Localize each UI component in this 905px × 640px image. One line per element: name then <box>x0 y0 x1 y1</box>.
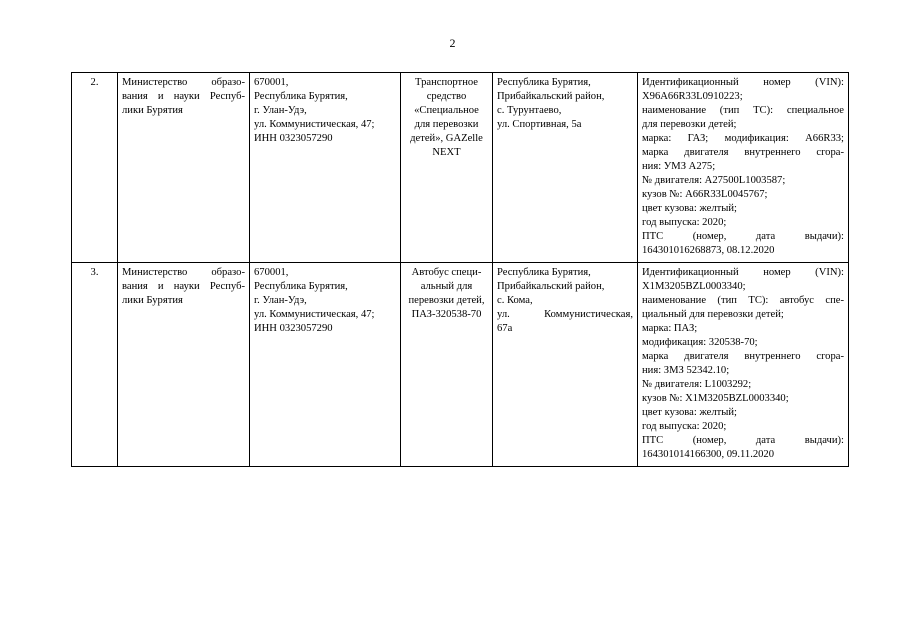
address-line: ИНН 0323057290 <box>254 323 333 334</box>
spec-line: год выпуска: 2020; <box>642 217 727 228</box>
address-cell <box>250 73 401 263</box>
vehicle-line: «Специальное <box>414 105 479 116</box>
address-line: ул. Коммунистическая, 47; <box>254 119 375 130</box>
vehicle-line: перевозки детей, <box>408 295 485 306</box>
spec-line: кузов №: А66R33L0045767; <box>642 189 768 200</box>
location-line: Республика Бурятия, <box>497 77 591 88</box>
address-line: Республика Бурятия, <box>254 91 348 102</box>
vehicle-line: альный для <box>420 281 473 292</box>
address-line: ул. Коммунистическая, 47; <box>254 309 375 320</box>
spec-line: наименование (тип ТС): специальное <box>642 105 844 116</box>
location-line: с. Турунтаево, <box>497 105 562 116</box>
spec-line: ПТС (номер, дата выдачи): <box>642 435 844 446</box>
address-line: 670001, <box>254 77 289 88</box>
vehicle-line: детей», GAZelle <box>410 133 483 144</box>
address-line: г. Улан-Удэ, <box>254 295 307 306</box>
location-line: Прибайкальский район, <box>497 91 605 102</box>
spec-line: модификация: 320538-70; <box>642 337 758 348</box>
address-line: ИНН 0323057290 <box>254 133 333 144</box>
location-cell <box>493 263 638 467</box>
address-line: 670001, <box>254 267 289 278</box>
vehicle-registry-table <box>71 72 849 467</box>
specification-cell <box>638 263 849 467</box>
vehicle-cell <box>401 73 493 263</box>
spec-line: кузов №: X1M3205BZL0003340; <box>642 393 789 404</box>
location-line: ул. Спортивная, 5а <box>497 119 582 130</box>
spec-line: Идентификационный номер (VIN): <box>642 77 844 88</box>
spec-line: год выпуска: 2020; <box>642 421 727 432</box>
spec-line: 164301016268873, 08.12.2020 <box>642 245 775 256</box>
spec-line: № двигателя: L1003292; <box>642 379 752 390</box>
owner-line: Министерство образо- <box>122 267 245 278</box>
spec-line: марка двигателя внутреннего сгора- <box>642 147 844 158</box>
table-row <box>72 73 849 263</box>
row-number-cell: 3. <box>72 263 118 467</box>
spec-line: 164301014166300, 09.11.2020 <box>642 449 775 460</box>
spec-line: наименование (тип ТС): автобус спе- <box>642 295 844 306</box>
spec-line: циальный для перевозки детей; <box>642 309 784 320</box>
owner-line: лики Бурятия <box>122 295 183 306</box>
spec-line: ПТС (номер, дата выдачи): <box>642 231 844 242</box>
owner-cell <box>118 73 250 263</box>
spec-line: для перевозки детей; <box>642 119 737 130</box>
spec-line: цвет кузова: желтый; <box>642 407 737 418</box>
vehicle-line: NEXT <box>432 147 461 158</box>
owner-cell <box>118 263 250 467</box>
vehicle-line: для перевозки <box>414 119 479 130</box>
specification-cell <box>638 73 849 263</box>
spec-line: цвет кузова: желтый; <box>642 203 737 214</box>
vehicle-line: средство <box>426 91 467 102</box>
location-line: Прибайкальский район, <box>497 281 605 292</box>
spec-line: X1M3205BZL0003340; <box>642 281 746 292</box>
page-number: 2 <box>449 36 456 50</box>
location-cell <box>493 73 638 263</box>
owner-line: вания и науки Респуб- <box>122 91 245 102</box>
owner-line: вания и науки Респуб- <box>122 281 245 292</box>
location-line: ул. Коммунистическая, <box>497 309 633 320</box>
address-line: Республика Бурятия, <box>254 281 348 292</box>
spec-line: X96A66R33L0910223; <box>642 91 743 102</box>
spec-line: № двигателя: A27500L1003587; <box>642 175 786 186</box>
spec-line: марка двигателя внутреннего сгора- <box>642 351 844 362</box>
spec-line: марка: ПАЗ; <box>642 323 698 334</box>
location-line: Республика Бурятия, <box>497 267 591 278</box>
spec-line: Идентификационный номер (VIN): <box>642 267 844 278</box>
row-number-cell: 2. <box>72 73 118 263</box>
location-line: 67а <box>497 323 513 334</box>
address-line: г. Улан-Удэ, <box>254 105 307 116</box>
vehicle-line: ПАЗ-320538-70 <box>411 309 482 320</box>
location-line: с. Кома, <box>497 295 533 306</box>
owner-line: Министерство образо- <box>122 77 245 88</box>
vehicle-line: Автобус специ- <box>411 267 482 278</box>
spec-line: марка: ГАЗ; модификация: А66R33; <box>642 133 844 144</box>
spec-line: ния: УМЗ А275; <box>642 161 716 172</box>
address-cell <box>250 263 401 467</box>
vehicle-cell <box>401 263 493 467</box>
vehicle-line: Транспортное <box>415 77 478 88</box>
owner-line: лики Бурятия <box>122 105 183 116</box>
table-row <box>72 263 849 467</box>
spec-line: ния: ЗМЗ 52342.10; <box>642 365 730 376</box>
